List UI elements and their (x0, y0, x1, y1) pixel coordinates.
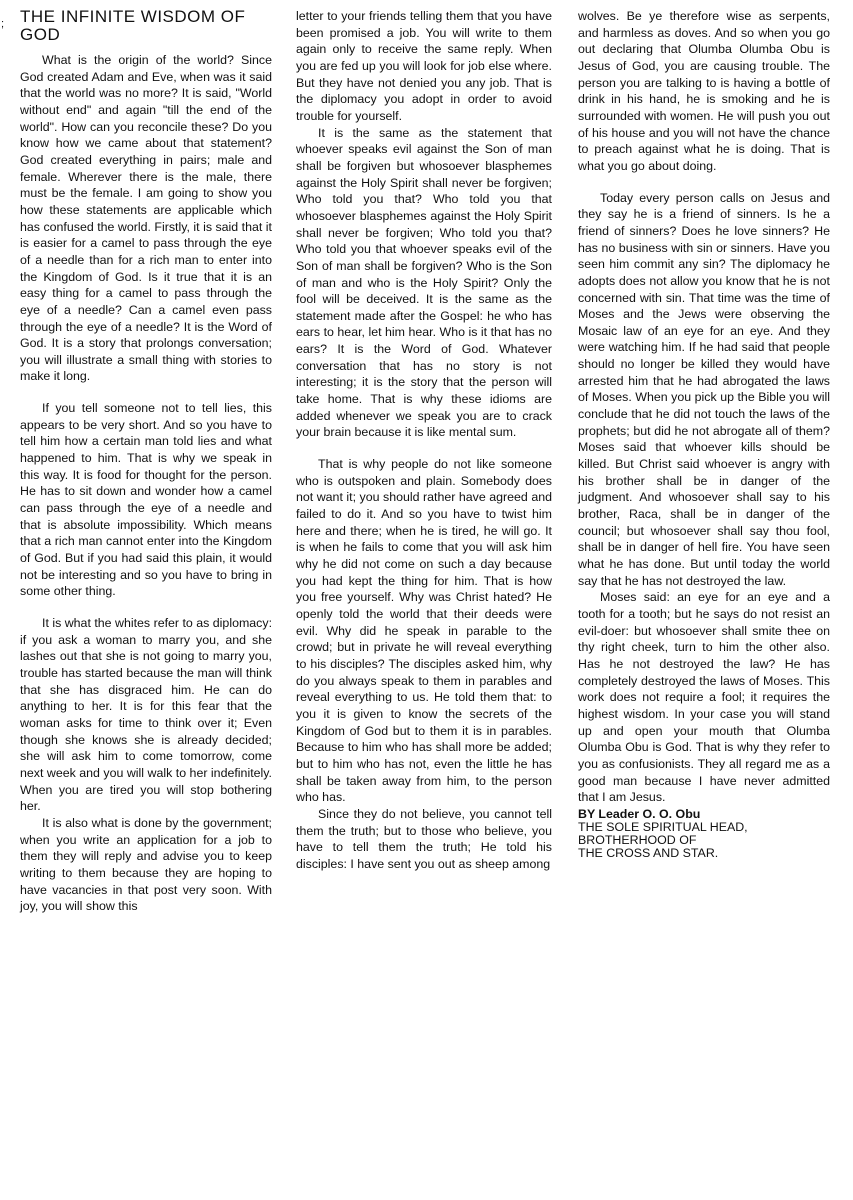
article-paragraph: It is also what is done by the government; when you write an application for a job to them they will reply and advise you to keep writing to them because they are hoping to have vacancies in that post very soon. With joy, you will show this (20, 815, 272, 914)
signature-line: BROTHERHOOD OF (578, 832, 697, 847)
article-paragraph: Moses said: an eye for an eye and a tooth for a tooth; but he says do not resist an evil-doer: but whosoever shall smite thee on thy right cheek, turn to him the other also. Has he not destroyed the law? He has completely destroyed the laws of Moses. This work does not require a fool; it requires the highest wisdom. In your case you will stand up and open your mouth that Olumba Olumba Obu is God. That is why they refer to you as confusionists. They all regard me as a good man because I have never admitted that I am Jesus. (578, 590, 830, 805)
article-paragraph: If you tell someone not to tell lies, this appears to be very short. And so you have to tell him how a certain man told lies and what happened to him. That is why we speak in this way. It is food for thought for the person. He has to sit down and wonder how a camel can pass through the eye of a needle and that is absolute impossibility. Which means that a rich man cannot enter into the Kingdom of God. But if you had said this plain, it would not be interesting and so you have to bring in some other thing. (20, 401, 272, 599)
article-column-2 (296, 8, 552, 872)
article-paragraph: wolves. Be ye therefore wise as serpents, and harmless as doves. And so when you go out declaring that Olumba Olumba Obu is Jesus of God, you are causing trouble. The person you are talking to is having a bottle of drink in his hand, he is smoking and he is surrounded with women. He will push you out of his house and you will not have the chance to preach against what he is doing. That is what you go about doing. (578, 9, 830, 173)
article-paragraph: It is the same as the statement that whoever speaks evil against the Son of man shall be forgiven but whosoever blasphemes against the Holy Spirit shall never be forgiven; Who told you that? Who told you that whosoever blasphemes against the Holy Spirit shall never be forgiven; Who told you that? Who told you that whoever speaks evil of the Son of man shall be forgiven? Who is the Son of man and who is the Holy Spirit? Only the fool will be deceived. It is the same as the statement made after the Gospel: he who has ears to hear, let him hear. Who is it that has no ears? It is the Word of God. Whatever conversation that has no story is not interesting; it is the story that the person will take home. That is why these idioms are added whenever we speak you are to crack your brain because it is like mental sum. (296, 125, 552, 440)
signature-line: THE SOLE SPIRITUAL HEAD, (578, 819, 748, 834)
article-column-3 (578, 8, 830, 860)
article-paragraph: Today every person calls on Jesus and they say he is a friend of sinners. Is he a friend of sinners? Does he love sinners? He has no business with sin or sinners. Have you seen him commit any sin? The diplomacy he adopts does not allow you know that he is not concerned with sin. That time was the time of Moses and the Jews were observing the Mosaic law of an eye for an eye. And they were watching him. If he had said that people should no longer be killed they would have arrested him that he had abrogated the laws of Moses. When you pick up the Bible you will conclude that he did not touch the laws of the prophets; but did he not abrogate all of them? Moses said that whoever kills should be killed. But Christ said whoever is angry with his brother shall be in danger of the judgment. And whosoever shall say to his brother, Raca, shall be in danger of the council; but whosoever shall say thou fool, shall be in danger of hell fire. You have seen what he has done. But until today the world say that he has not destroyed the law. (578, 190, 830, 588)
article-title: THE INFINITE WISDOM OF GOD (20, 7, 246, 44)
article-paragraph: letter to your friends telling them that you have been promised a job. You will write to them again only to receive the same reply. When you are fed up you will look for job else where. But they have not denied you any job. That is the diplomacy you adopt in order to avoid trouble for yourself. (296, 9, 552, 123)
article-column-1 (20, 8, 272, 915)
article-paragraph: That is why people do not like someone who is outspoken and plain. Somebody does not want it; you should rather have agreed and failed to do it. And so you have to twist him here and there; when he is tired, he will go. It is when he fails to come that you will ask him why he did not come on such a day because you had kept the thing for him. That is how you free yourself. Why was Christ hated? He openly told the world that their deeds were evil. Why did he speak in parable to the crowd; but in private he will reveal everything to his disciples? The disciples asked him, why do you always speak to them in parables and reveal everything to us. He told them that: to you it is given to know the secrets of the Kingdom of God but to them it is in parables. Because to him who has shall more be added; but to him who has not, even the little he has shall be taken away from him, to the person who has. (296, 457, 552, 805)
edge-mark: ; (1, 18, 5, 30)
signature-author: BY Leader O. O. Obu (578, 806, 701, 821)
article-paragraph: What is the origin of the world? Since God created Adam and Eve, when was it said that the world was no more? It is said, "World without end" and again "till the end of the world". How can you reconcile these? Do you know how we came about that statement? God created everything in pairs; male and female. Wherever there is the male, there must be the female. I am going to show you how these statements are applicable which has confused the world. Firstly, it is said that it is easier for a camel to pass through the eye of a needle than for a rich man to enter into the Kingdom of God. Is it true that it is an easy thing for a camel to pass through the eye of a needle? Can a camel even pass through the eye of a needle? It is the Word of God. It is a story that prolongs conversation; you will illustrate a small thing with stories to make it long. (20, 53, 272, 384)
article-paragraph: It is what the whites refer to as diplomacy: if you ask a woman to marry you, and she lashes out that she is not going to marry you, trouble has started because the man will think that she has disgraced him. He can do anything to her. It is for this fear that the woman asks for time to think over it; Even though she knows she is already decided; she will ask him to come tomorrow, come next week and you will walk to her indefinitely. When you are tired you will stop bothering her. (20, 616, 273, 814)
signature-line: THE CROSS AND STAR. (578, 845, 719, 860)
article-paragraph: Since they do not believe, you cannot tell them the truth; but to those who believe, you have to tell them the truth; He told his disciples: I have sent you out as sheep among (296, 806, 552, 871)
author-signature (578, 808, 830, 860)
